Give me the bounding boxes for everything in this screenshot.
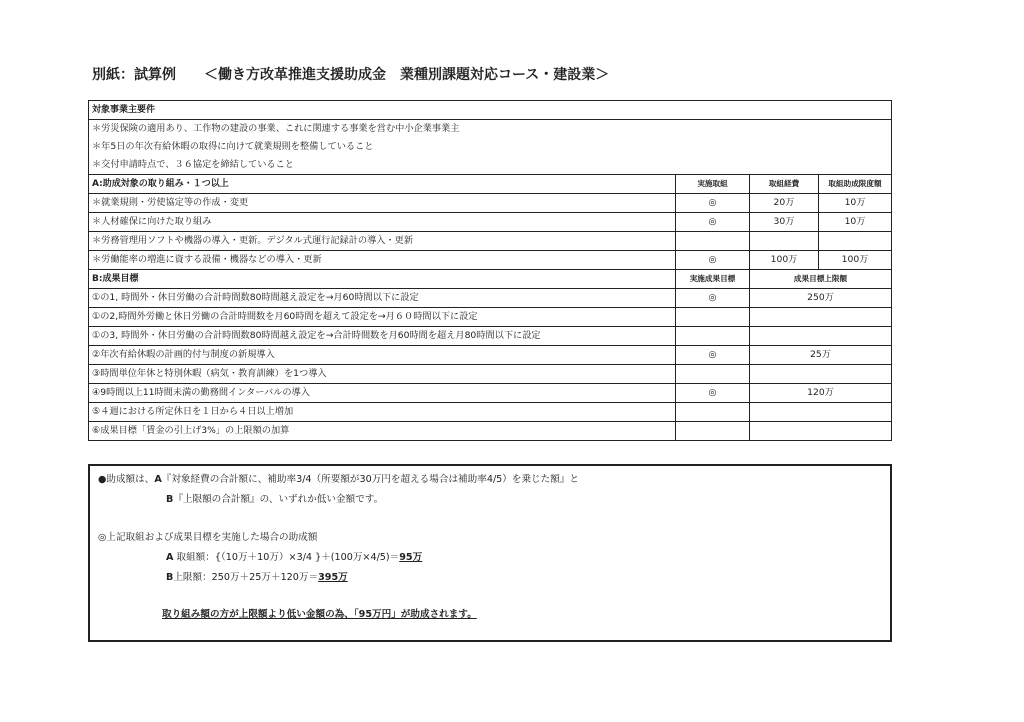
row-done: ◎ <box>676 346 750 365</box>
summary-box <box>88 464 892 642</box>
row-limit <box>750 327 892 346</box>
row-limit: 250万 <box>750 289 892 308</box>
row-label: ＊労働能率の増進に資する設備・機器などの導入・更新 <box>89 251 676 270</box>
row-label: ①の3, 時間外・休日労働の合計時間数80時間越え設定を→合計時間数を月60時間を超え月80時間以下に設定 <box>89 327 676 346</box>
summary-calc-a-text: 取組額：{（10万＋10万）×3/4 }＋(100万×4/5)＝ <box>173 552 400 563</box>
summary-line-2 <box>166 491 383 505</box>
table-row <box>89 289 892 308</box>
table-row <box>89 384 892 403</box>
table-row <box>89 346 892 365</box>
summary-calc-b-result: 395万 <box>318 572 348 583</box>
row-limit <box>819 232 892 251</box>
summary-line-2-text: 『上限額の合計額』の、いずれか低い金額です。 <box>173 494 384 505</box>
summary-line-5 <box>166 569 348 583</box>
row-done <box>676 232 750 251</box>
col-limit-header: 取組助成限度額 <box>819 175 892 194</box>
row-cost <box>750 232 819 251</box>
row-cost: 30万 <box>750 213 819 232</box>
row-limit <box>750 308 892 327</box>
table-row <box>89 365 892 384</box>
table-row <box>89 327 892 346</box>
row-limit: 100万 <box>819 251 892 270</box>
row-limit <box>750 422 892 441</box>
col-cost-header: 取組経費 <box>750 175 819 194</box>
col-target-done-header: 実施成果目標 <box>676 270 750 289</box>
row-limit: 120万 <box>750 384 892 403</box>
requirements-header-row <box>89 101 892 120</box>
row-label: ③時間単位年休と特別休暇（病気・教育訓練）を1つ導入 <box>89 365 676 384</box>
row-done: ◎ <box>676 213 750 232</box>
row-label: ＊人材確保に向けた取り組み <box>89 213 676 232</box>
summary-conclusion: 取り組み額の方が上限額より低い金額の為、「95万円」が助成されます。 <box>162 609 477 620</box>
row-done: ◎ <box>676 289 750 308</box>
summary-line-1-prefix: ●助成額は、 <box>98 474 155 485</box>
row-label: ④9時間以上11時間未満の勤務間インターバルの導入 <box>89 384 676 403</box>
page-title <box>92 64 609 84</box>
row-done <box>676 365 750 384</box>
row-cost: 100万 <box>750 251 819 270</box>
requirements-header: 対象事業主要件 <box>89 101 892 120</box>
requirement-item: ＊年5日の年次有給休暇の取得に向けて就業規則を整備していること <box>89 138 892 156</box>
table-row <box>89 251 892 270</box>
row-label: ⑤４週における所定休日を１日から４日以上増加 <box>89 403 676 422</box>
row-label: ①の1, 時間外・休日労働の合計時間数80時間越え設定を→月60時間以下に設定 <box>89 289 676 308</box>
summary-calc-b-label: B <box>166 572 174 583</box>
row-label: ②年次有給休暇の計画的付与制度の新規導入 <box>89 346 676 365</box>
title-main: 別紙：試算例 <box>92 67 176 83</box>
table-row <box>89 213 892 232</box>
requirement-row <box>89 138 892 156</box>
section-a-header-row <box>89 175 892 194</box>
table-row <box>89 403 892 422</box>
summary-line-1 <box>98 471 579 485</box>
section-b-header-row <box>89 270 892 289</box>
row-label: ⑥成果目標「賃金の引上げ3%」の上限額の加算 <box>89 422 676 441</box>
table-row <box>89 422 892 441</box>
row-limit <box>750 403 892 422</box>
row-done <box>676 308 750 327</box>
row-done: ◎ <box>676 384 750 403</box>
summary-line-3: ◎上記取組および成果目標を実施した場合の助成額 <box>98 532 318 543</box>
row-label: ①の2,時間外労働と休日労働の合計時間数を月60時間を超えて設定を→月６０時間以下に設定 <box>89 308 676 327</box>
col-done-header: 実施取組 <box>676 175 750 194</box>
requirement-row <box>89 156 892 175</box>
table-row <box>89 308 892 327</box>
row-limit <box>750 365 892 384</box>
row-done: ◎ <box>676 194 750 213</box>
row-done: ◎ <box>676 251 750 270</box>
summary-label-a: A <box>154 474 162 485</box>
table-row <box>89 232 892 251</box>
title-sub: ＜働き方改革推進支援助成金 業種別課題対応コース・建設業＞ <box>204 67 610 83</box>
summary-calc-a-label: A <box>166 552 174 563</box>
table-row <box>89 194 892 213</box>
row-label: ＊就業規則・労使協定等の作成・変更 <box>89 194 676 213</box>
requirement-row <box>89 120 892 139</box>
requirement-item: ＊交付申請時点で、３６協定を締結していること <box>89 156 892 175</box>
section-b-header: B:成果目標 <box>89 270 676 289</box>
row-limit: 10万 <box>819 213 892 232</box>
section-a-header: A:助成対象の取り組み・１つ以上 <box>89 175 676 194</box>
row-done <box>676 327 750 346</box>
row-done <box>676 422 750 441</box>
summary-label-b: B <box>166 494 174 505</box>
summary-line-4 <box>166 549 422 563</box>
requirements-table <box>88 100 892 441</box>
row-done <box>676 403 750 422</box>
row-limit: 25万 <box>750 346 892 365</box>
summary-calc-b-text: 上限額：250万＋25万＋120万＝ <box>173 572 319 583</box>
row-cost: 20万 <box>750 194 819 213</box>
summary-line-1-text: 『対象経費の合計額に、補助率3/4（所要額が30万円を超える場合は補助率4/5）を乗じた額』と <box>161 474 580 485</box>
requirement-item: ＊労災保険の適用あり、工作物の建設の事業、これに関連する事業を営む中小企業事業主 <box>89 120 892 139</box>
summary-calc-a-result: 95万 <box>399 552 423 563</box>
col-target-limit-header: 成果目標上限額 <box>750 270 892 289</box>
row-limit: 10万 <box>819 194 892 213</box>
row-label: ＊労務管理用ソフトや機器の導入・更新。デジタル式運行記録計の導入・更新 <box>89 232 676 251</box>
